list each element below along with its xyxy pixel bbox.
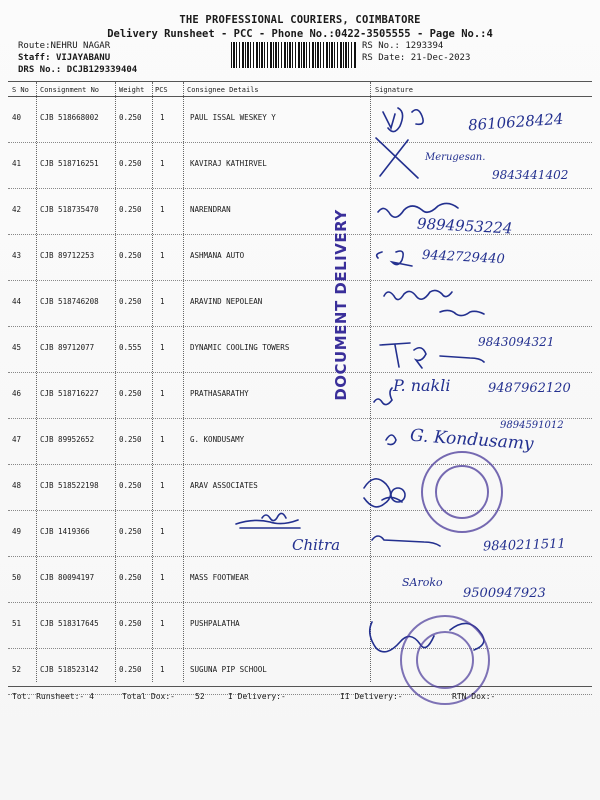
footer-tot-runsheet: Tot. Runsheet:- 4 — [12, 692, 94, 701]
cell-pcs: 1 — [160, 343, 165, 352]
handwritten-phone: 9843094321 — [478, 335, 555, 349]
cell-consignee: ARAV ASSOCIATES — [190, 481, 258, 490]
cell-weight: 0.250 — [119, 113, 142, 122]
cell-pcs: 1 — [160, 113, 165, 122]
cell-pcs: 1 — [160, 619, 165, 628]
handwritten-phone: 9894953224 — [416, 214, 513, 238]
rs-date-value: 21-Dec-2023 — [410, 53, 471, 63]
cell-consignee: ARAVIND NEPOLEAN — [190, 297, 263, 306]
rs-no-value: 1293394 — [405, 41, 444, 51]
handwritten-phone: 9843441402 — [492, 168, 569, 182]
cell-pcs: 1 — [160, 665, 165, 674]
cell-consignment: CJB 518716251 — [40, 159, 99, 168]
cell-consignment: CJB 518746208 — [40, 297, 99, 306]
cell-weight: 0.250 — [119, 573, 142, 582]
cell-pcs: 1 — [160, 573, 165, 582]
col-header-weight: Weight — [119, 86, 145, 94]
handwritten-name: Chitra — [292, 536, 341, 554]
cell-sno: 48 — [12, 481, 22, 490]
cell-consignee: SUGUNA PIP SCHOOL — [190, 665, 267, 674]
col-header-consignee: Consignee Details — [187, 86, 259, 94]
col-header-signature: Signature — [375, 86, 413, 94]
route-label: Route: — [18, 41, 51, 51]
cell-consignee: PAUL ISSAL WESKEY Y — [190, 113, 276, 122]
cell-consignee: NARENDRAN — [190, 205, 231, 214]
rs-no-label: RS No.: — [362, 41, 400, 51]
cell-sno: 43 — [12, 251, 22, 260]
route-value: NEHRU NAGAR — [50, 41, 111, 51]
cell-pcs: 1 — [160, 159, 165, 168]
handwritten-phone: 9500947923 — [463, 586, 546, 601]
handwritten-name: P. nakli — [393, 376, 451, 395]
cell-sno: 45 — [12, 343, 22, 352]
cell-pcs: 1 — [160, 251, 165, 260]
cell-consignee: G. KONDUSAMY — [190, 435, 245, 444]
cell-consignment: CJB 80094197 — [40, 573, 95, 582]
runsheet-subtitle: Delivery Runsheet - PCC - Phone No.:0422-3505555 - Page No.:4 — [107, 28, 493, 40]
cell-consignment: CJB 518716227 — [40, 389, 99, 398]
drs-label: DRS No.: — [18, 65, 62, 75]
handwritten-phone: 9442729440 — [421, 247, 506, 268]
cell-sno: 52 — [12, 665, 22, 674]
cell-weight: 0.250 — [119, 297, 142, 306]
cell-consignment: CJB 518522198 — [40, 481, 99, 490]
handwritten-phone: 9894591012 — [500, 420, 564, 431]
cell-sno: 44 — [12, 297, 22, 306]
cell-consignee: PUSHPALATHA — [190, 619, 240, 628]
cell-sno: 51 — [12, 619, 22, 628]
footer-total-dox-value: 52 — [195, 692, 205, 701]
footer-total-dox-label: Total Dox:- — [122, 692, 175, 701]
drs-value: DCJB129339404 — [66, 65, 138, 75]
cell-weight: 0.250 — [119, 619, 142, 628]
cell-consignee: MASS FOOTWEAR — [190, 573, 249, 582]
cell-weight: 0.250 — [119, 435, 142, 444]
col-header-pcs: PCS — [155, 86, 168, 94]
col-header-consignment: Consignment No — [40, 86, 100, 94]
staff-label: Staff: — [18, 53, 51, 63]
cell-sno: 49 — [12, 527, 22, 536]
cell-consignment: CJB 518523142 — [40, 665, 99, 674]
cell-pcs: 1 — [160, 297, 165, 306]
handwritten-phone: 9487962120 — [488, 381, 571, 396]
cell-sno: 50 — [12, 573, 22, 582]
cell-consignment: CJB 89712253 — [40, 251, 95, 260]
company-title: THE PROFESSIONAL COURIERS, COIMBATORE — [179, 14, 421, 26]
cell-pcs: 1 — [160, 205, 165, 214]
footer-ii-delivery: II Delivery:- — [340, 692, 403, 701]
staff-value: VIJAYABANU — [55, 53, 111, 63]
col-header-sno: S No — [12, 86, 29, 94]
cell-weight: 0.250 — [119, 665, 142, 674]
cell-sno: 40 — [12, 113, 22, 122]
handwritten-phone: 9840211511 — [482, 536, 566, 555]
cell-consignment: CJB 518317645 — [40, 619, 99, 628]
cell-consignee: DYNAMIC COOLING TOWERS — [190, 343, 290, 352]
cell-weight: 0.250 — [119, 159, 142, 168]
handwritten-phone: 8610628424 — [467, 109, 564, 135]
cell-pcs: 1 — [160, 389, 165, 398]
cell-consignee: PRATHASARATHY — [190, 389, 249, 398]
cell-pcs: 1 — [160, 527, 165, 536]
cell-weight: 0.250 — [119, 251, 142, 260]
cell-weight: 0.250 — [119, 205, 142, 214]
cell-pcs: 1 — [160, 435, 165, 444]
cell-consignment: CJB 89712077 — [40, 343, 95, 352]
cell-weight: 0.250 — [119, 389, 142, 398]
cell-pcs: 1 — [160, 481, 165, 490]
footer-rtn-dox: RTN Dox:- — [452, 692, 496, 701]
handwritten-name: Merugesan. — [425, 152, 486, 163]
cell-consignment: CJB 1419366 — [40, 527, 90, 536]
cell-sno: 42 — [12, 205, 22, 214]
cell-sno: 46 — [12, 389, 22, 398]
cell-consignment: CJB 89952652 — [40, 435, 95, 444]
cell-sno: 47 — [12, 435, 22, 444]
cell-weight: 0.250 — [119, 481, 142, 490]
handwritten-name: G. Kondusamy — [409, 425, 535, 455]
cell-sno: 41 — [12, 159, 22, 168]
handwritten-name: SAroko — [402, 576, 443, 589]
cell-weight: 0.250 — [119, 527, 142, 536]
cell-weight: 0.555 — [119, 343, 142, 352]
cell-consignee: ASHMANA AUTO — [190, 251, 245, 260]
cell-consignee: KAVIRAJ KATHIRVEL — [190, 159, 267, 168]
cell-consignment: CJB 518668002 — [40, 113, 99, 122]
rs-date-label: RS Date: — [362, 53, 406, 63]
stamp-text: DOCUMENT DELIVERY — [332, 209, 350, 401]
footer-i-delivery: I Delivery:- — [228, 692, 286, 701]
cell-consignment: CJB 518735470 — [40, 205, 99, 214]
